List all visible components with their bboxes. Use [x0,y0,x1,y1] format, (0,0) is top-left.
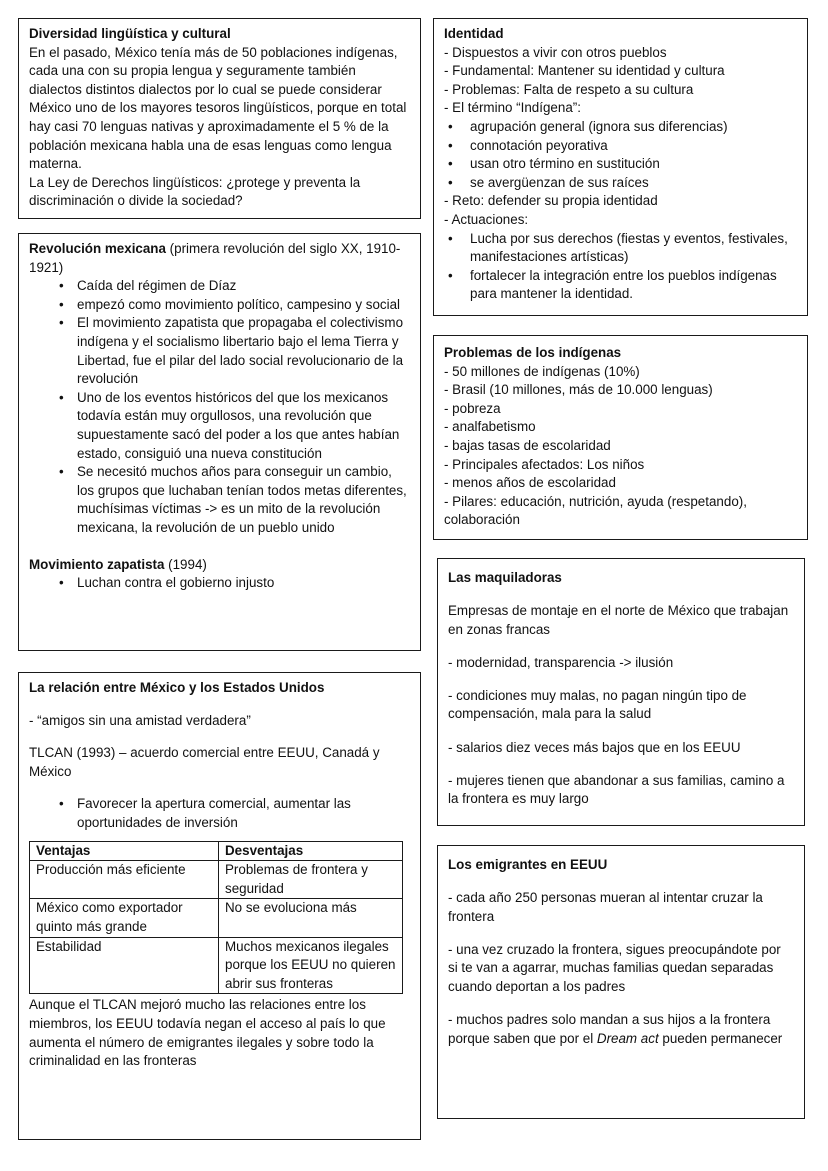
maquiladoras-paragraph: - salarios diez veces más bajos que en los EEUU [448,739,741,755]
list-item: • Lucha por sus derechos (fiestas y eventos, festivales, manifestaciones artísticas) [444,230,797,267]
emigrantes-paragraph: - una vez cruzado la frontera, sigues preocupándote por si te van a agarrar, muchas familias quedan separadas cuando deportan a los padres [448,941,781,994]
problemas-box [433,335,808,540]
relacion-tlcan: TLCAN (1993) – acuerdo comercial entre EEUU, Canadá y México [29,745,380,779]
zapatista-title: Movimiento zapatista [29,556,165,572]
table-cell: Estabilidad [30,937,219,994]
table-cell: Problemas de frontera y seguridad [219,861,403,899]
relacion-box [18,672,421,1140]
emigrantes-paragraph: - cada año 250 personas mueran al intentar cruzar la frontera [448,890,763,924]
table-row [30,937,403,994]
revolucion-subtitle: (primera revolución del siglo XX, 1910-1921) [29,241,401,275]
identidad-box [433,18,808,316]
table-row [30,899,403,937]
identidad-title: Identidad [444,26,504,41]
table-header-row [30,841,403,861]
revolucion-title: Revolución mexicana [29,241,166,256]
maquiladoras-paragraph: Empresas de montaje en el norte de México que trabajan en zonas francas [448,603,789,637]
maquiladoras-paragraph: - mujeres tienen que abandonar a sus familias, camino a la frontera es muy largo [448,772,785,807]
problemas-line: - Pilares: educación, nutrición, ayuda (respetando), colaboración [444,493,747,528]
list-item: • Favorecer la apertura comercial, aumentar las oportunidades de inversión [29,795,410,832]
problemas-line: - Principales afectados: Los niños [444,456,645,472]
list-item: • connotación peyorativa [444,137,797,156]
problemas-line: - Brasil (10 millones, más de 10.000 lenguas) [444,382,713,398]
revolucion-heading [29,240,410,277]
list-item: • Luchan contra el gobierno injusto [29,574,410,593]
maquiladoras-box [437,558,805,826]
table-cell: México como exportador quinto más grande [30,899,219,937]
identidad-line: - Dispuestos a vivir con otros pueblos [444,44,667,60]
ventajas-table [29,841,403,995]
diversidad-question: La Ley de Derechos lingüísticos: ¿protege y preventa la discriminación o divide la sociedad? [29,174,361,209]
emigrantes-text: - muchos padres solo mandan a sus hijos a la frontera porque saben que por el [448,1012,771,1046]
table-header: Desventajas [219,841,403,861]
table-cell: Producción más eficiente [30,861,219,899]
emigrantes-box [437,845,805,1119]
table-cell: No se evoluciona más [219,899,403,937]
emigrantes-paragraph [448,1011,794,1048]
problemas-title: Problemas de los indígenas [444,345,622,360]
problemas-line: - pobreza [444,400,501,416]
table-cell: Muchos mexicanos ilegales porque los EEUU no quieren abrir sus fronteras [219,937,403,994]
revolucion-box [18,233,421,651]
identidad-line: - Reto: defender su propia identidad [444,193,658,209]
emigrantes-title: Los emigrantes en EEUU [448,857,608,872]
identidad-line: - Actuaciones: [444,211,529,227]
zapatista-list [29,574,410,593]
identidad-line: - El término “Indígena”: [444,100,581,116]
relacion-title: La relación entre México y los Estados Unidos [29,680,325,695]
list-item: • Caída del régimen de Díaz [29,277,410,296]
list-item: • agrupación general (ignora sus diferencias) [444,118,797,137]
list-item: • Uno de los eventos históricos del que los mexicanos todavía están muy orgullosos, una revolución que supuestamente sacó del poder a los que antes habían estado, consiguió una nueva constitución [29,389,410,463]
revolucion-list [29,277,410,537]
identidad-line: - Problemas: Falta de respeto a su cultura [444,81,694,97]
table-header: Ventajas [30,841,219,861]
relacion-list [29,795,410,832]
diversidad-box [18,18,421,219]
list-item: • usan otro término en sustitución [444,155,797,174]
table-row [30,861,403,899]
list-item: • El movimiento zapatista que propagaba el colectivismo indígena y el socialismo libertario bajo el lema Tierra y Libertad, fue el pilar del lado social revolucionario de la revolución [29,314,410,388]
actuaciones-list [444,230,797,304]
maquiladoras-paragraph: - modernidad, transparencia -> ilusión [448,654,674,670]
maquiladoras-paragraph: - condiciones muy malas, no pagan ningún tipo de compensación, mala para la salud [448,687,747,722]
list-item: • se avergüenzan de sus raíces [444,174,797,193]
list-item: • empezó como movimiento político, campesino y social [29,296,410,315]
termino-list [444,118,797,192]
emigrantes-text: pueden permanecer [658,1030,783,1046]
maquiladoras-title: Las maquiladoras [448,570,562,585]
list-item: • Se necesitó muchos años para conseguir un cambio, los grupos que luchaban tenían todos metas diferentes, muchísimas víctimas -> es un mito de la revolución mexicana, la revolución de un pueblo unido [29,463,410,537]
relacion-quote: - “amigos sin una amistad verdadera” [29,712,251,728]
problemas-line: - bajas tasas de escolaridad [444,437,611,453]
problemas-line: - 50 millones de indígenas (10%) [444,363,640,379]
diversidad-title: Diversidad lingüística y cultural [29,26,231,41]
problemas-line: - menos años de escolaridad [444,475,616,491]
dream-act-text: Dream act [596,1030,659,1046]
zapatista-year: (1994) [164,556,207,572]
list-item: • fortalecer la integración entre los pueblos indígenas para mantener la identidad. [444,267,797,304]
zapatista-heading [29,556,410,575]
diversidad-body: En el pasado, México tenía más de 50 poblaciones indígenas, cada una con su propia lengua y seguramente también dialectos distintos dialectos por lo cual se puede considerar México uno de los mayores tesoros lingüísticos, porque en total hay casi 70 lenguas nativas y aproximadamente el 5 % de la población mexicana habla una de esas lenguas como lengua materna. [29,44,407,172]
identidad-line: - Fundamental: Mantener su identidad y cultura [444,63,725,79]
problemas-line: - analfabetismo [444,419,536,435]
relacion-conclusion: Aunque el TLCAN mejoró mucho las relaciones entre los miembros, los EEUU todavía negan el acceso al país lo que aumenta el número de emigrantes ilegales y sobre todo la criminalidad en las fronteras [29,997,386,1069]
